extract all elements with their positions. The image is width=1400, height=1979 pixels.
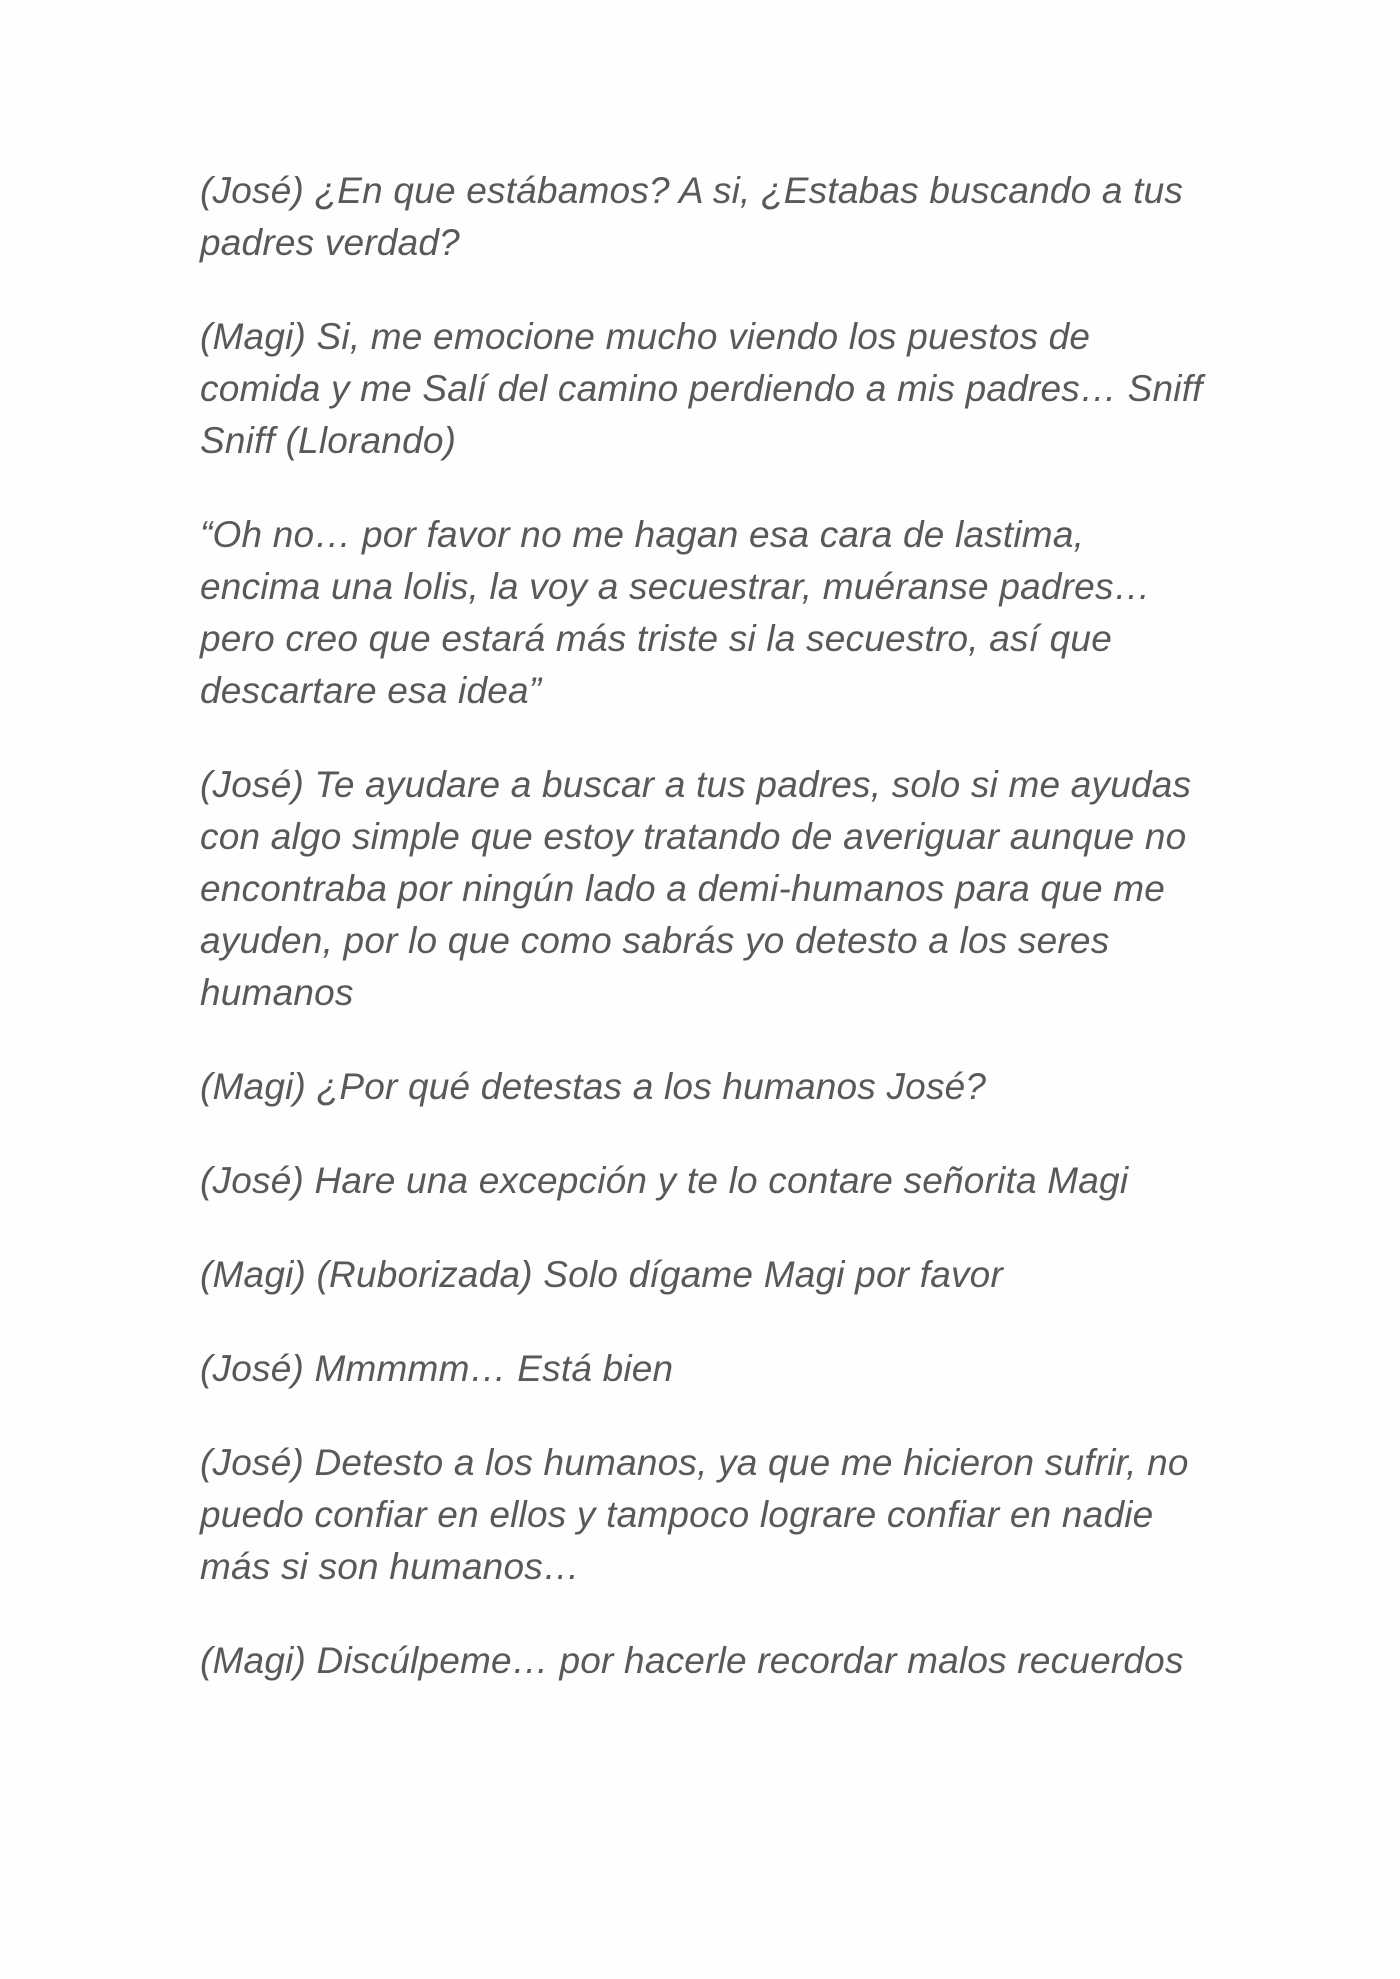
paragraph-2: (Magi) Si, me emocione mucho viendo los puestos de comida y me Salí del camino perdiendo a mis padres… Sniff Sniff (Llorando) <box>200 316 1203 461</box>
paragraph-6: (José) Hare una excepción y te lo contare señorita Magi <box>200 1160 1129 1201</box>
paragraph-7: (Magi) (Ruborizada) Solo dígame Magi por favor <box>200 1254 1003 1295</box>
paragraph-5: (Magi) ¿Por qué detestas a los humanos José? <box>200 1066 987 1107</box>
paragraph-4: (José) Te ayudare a buscar a tus padres, solo si me ayudas con algo simple que estoy tratando de averiguar aunque no encontraba por ningún lado a demi-humanos para que me ayuden, por lo que como sabrás yo detesto a los seres humanos <box>200 764 1192 1013</box>
paragraph-8: (José) Mmmmm… Está bien <box>200 1348 674 1389</box>
paragraph-10: (Magi) Discúlpeme… por hacerle recordar malos recuerdos <box>200 1640 1184 1681</box>
paragraph-1: (José) ¿En que estábamos? A si, ¿Estabas buscando a tus padres verdad? <box>200 170 1184 263</box>
document-body <box>200 165 1210 1729</box>
paragraph-3: “Oh no… por favor no me hagan esa cara de lastima, encima una lolis, la voy a secuestrar, muéranse padres… pero creo que estará más triste si la secuestro, así que descartare esa idea” <box>200 514 1151 711</box>
paragraph-9: (José) Detesto a los humanos, ya que me hicieron sufrir, no puedo confiar en ellos y tampoco lograre confiar en nadie más si son humanos… <box>200 1442 1189 1587</box>
